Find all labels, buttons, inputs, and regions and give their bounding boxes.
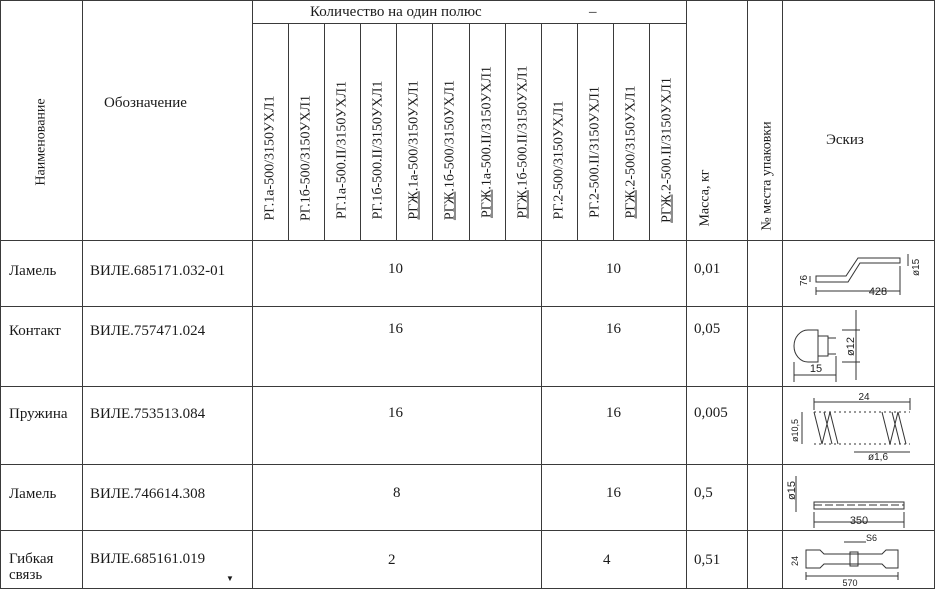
row-divider-2 [0,386,935,387]
model-label: РГЖ.1б-500.II/3150УХЛ1 [515,65,531,219]
model-col-divider [469,23,470,241]
dim-label: ø15 [911,258,922,276]
row-qty-group1: 10 [388,261,403,277]
model-label: РГЖ.2-500.II/3150УХЛ1 [659,77,675,223]
model-col-divider [396,23,397,241]
spring-sketch-icon [784,388,932,462]
row-mass: 0,005 [694,405,728,421]
dim-label: ø12 [845,337,857,356]
row-name: Гибкая связь [9,551,54,583]
row-divider-3 [0,464,935,465]
row-name: Ламель [9,486,57,502]
row-designation: ВИЛЕ.685171.032-01 [90,263,226,279]
row-qty-group1: 16 [388,405,403,421]
model-col-divider [649,23,650,241]
lamel-bent-sketch-icon [784,242,932,304]
row-name: Контакт [9,323,61,339]
dim-label: 76 [799,274,810,286]
header-quantity-dash: – [589,4,597,20]
row-qty-group2: 10 [606,261,621,277]
model-col-divider [432,23,433,241]
lamel-flat-sketch-icon [784,466,932,530]
table-border-bottom [0,588,935,589]
model-col-divider [324,23,325,241]
row-qty-group2: 16 [606,321,621,337]
row-designation: ВИЛЕ.757471.024 [90,323,206,339]
col-divider-name [82,0,83,589]
col-divider-qty-groups [541,23,542,589]
model-label: РГЖ.1а-500/3150УХЛ1 [406,80,422,220]
header-name: Наименование [33,98,49,186]
row-mass: 0,05 [694,321,721,337]
model-col-divider [288,23,289,241]
dim-label: ø1,6 [868,452,889,462]
model-label: РГ.1б-500.II/3150УХЛ1 [370,80,386,220]
header-mass: Масса, кг [697,169,713,227]
model-label: РГЖ.2-500/3150УХЛ1 [623,85,639,219]
model-label: РГЖ.1а-500.II/3150УХЛ1 [479,65,495,219]
row-name: Ламель [9,263,57,279]
row-designation: ВИЛЕ.746614.308 [90,486,206,502]
row-qty-group2: 16 [606,405,621,421]
row-qty-group1: 2 [388,552,396,568]
model-col-divider [360,23,361,241]
dim-label: S6 [866,533,878,543]
row-qty-group1: 16 [388,321,403,337]
model-label: РГ.1б-500/3150УХЛ1 [298,95,314,221]
col-divider-mass [747,0,748,589]
row-qty-group1: 8 [393,485,401,501]
model-col-divider [505,23,506,241]
header-quantity-group: Количество на один полюс [310,4,482,20]
row-name: Пружина [9,406,68,422]
dim-label: 15 [809,363,823,375]
dim-label: 570 [842,578,858,588]
row-divider-4 [0,530,935,531]
model-col-divider [577,23,578,241]
row-designation: ВИЛЕ.753513.084 [90,406,206,422]
row-mass: 0,51 [694,552,721,568]
dim-label: ø10,5 [790,418,800,442]
model-label: РГ.2-500/3150УХЛ1 [551,100,567,220]
model-label: РГ.1а-500/3150УХЛ1 [262,95,278,221]
dim-label: 24 [790,555,800,566]
row-mass: 0,01 [694,261,721,277]
dropdown-arrow-icon[interactable]: ▼ [226,574,234,583]
dim-label: ø15 [786,481,798,500]
flexible-link-sketch-icon [784,532,932,588]
dim-label: 428 [868,286,888,298]
row-divider-1 [0,306,935,307]
col-divider-pack [782,0,783,589]
table-border-left [0,0,1,589]
row-designation: ВИЛЕ.685161.019 [90,551,206,567]
header-pack-place: № места упаковки [759,121,775,231]
dim-label: 24 [858,392,870,403]
model-label: РГЖ.1б-500/3150УХЛ1 [442,79,458,221]
col-divider-designation [252,0,253,589]
row-qty-group2: 16 [606,485,621,501]
model-label: РГ.1а-500.II/3150УХЛ1 [334,81,350,219]
col-divider-qty [686,0,687,589]
model-col-divider [613,23,614,241]
model-label: РГ.2-500.II/3150УХЛ1 [587,86,603,218]
dim-label: 350 [849,515,869,527]
row-qty-group2: 4 [603,552,611,568]
header-bottom-line [0,240,935,241]
contact-rivet-sketch-icon [784,308,932,384]
table-border-top [0,0,935,1]
header-designation: Обозначение [104,95,187,111]
header-sketch: Эскиз [826,132,864,148]
row-mass: 0,5 [694,485,713,501]
